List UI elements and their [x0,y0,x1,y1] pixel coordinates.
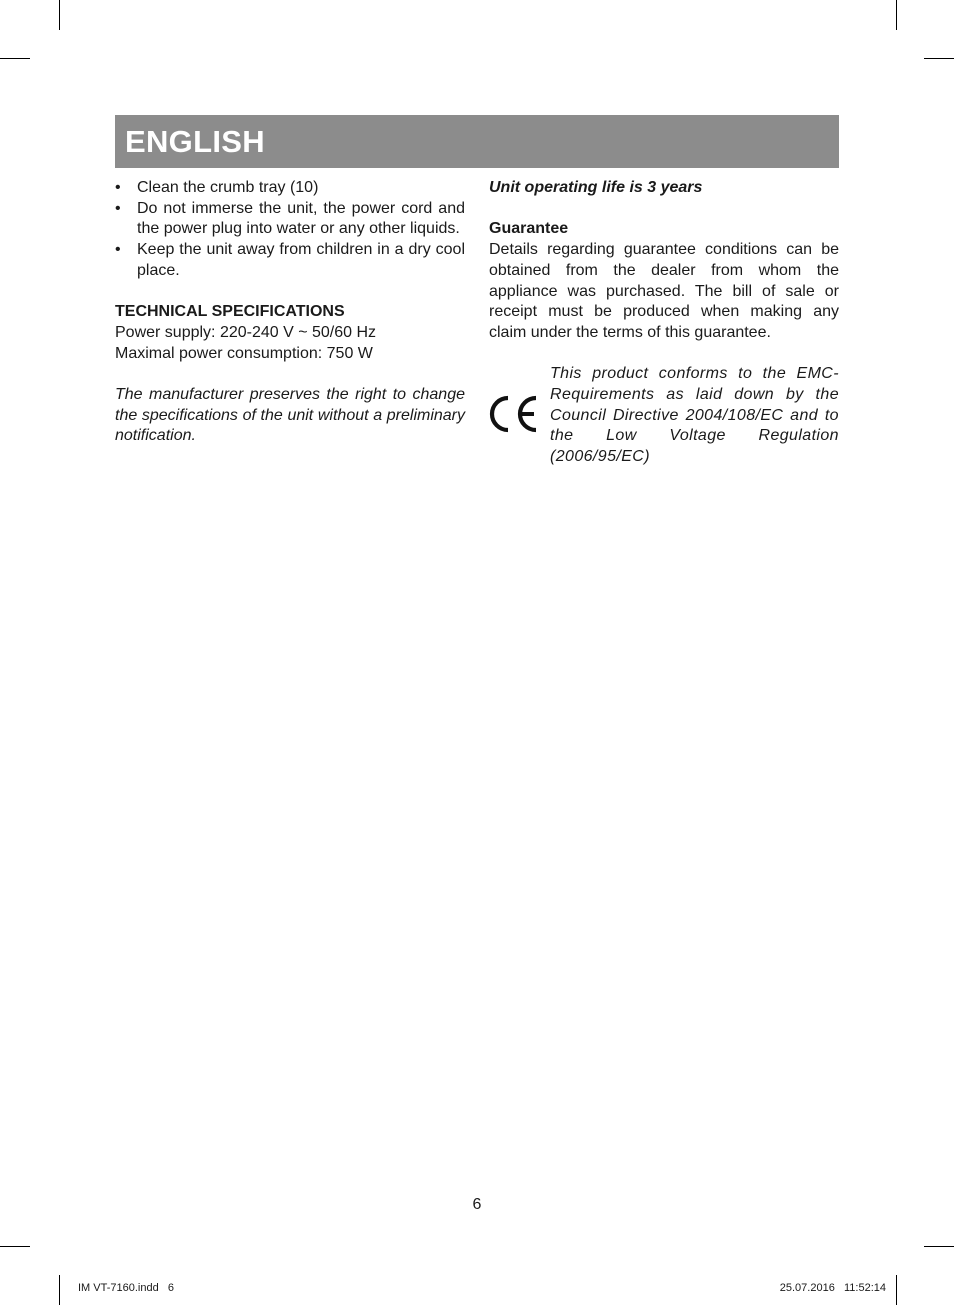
crop-mark [59,1275,60,1305]
bullet-text: Keep the unit away from children in a dry cool place. [137,241,465,279]
footer-timestamp: 25.07.2016 11:52:14 [779,1282,886,1294]
crop-mark [0,1246,30,1247]
bullet-marker: • [115,179,121,196]
bullet-marker: • [115,241,121,259]
conformity-statement [489,364,839,468]
page-number: 6 [472,1196,482,1213]
right-column [489,178,839,468]
footer-file-name: IM VT-7160.indd 6 [78,1282,174,1294]
crop-mark [0,58,30,59]
power-supply-spec: Power supply: 220-240 V ~ 50/60 Hz [115,323,377,341]
crop-mark [896,0,897,30]
bullet-text: Clean the crumb tray (10) [137,179,319,196]
conformity-text: This product conforms to the EMC-Requirements as laid down by the Council Directive 2004/108/EC and to the Low Voltage Regulation (2006/95/EC) [550,365,839,466]
list-item [115,199,465,240]
manufacturer-notice: The manufacturer preserves the right to change the specifications of the unit without a preliminary notification. [115,386,465,445]
left-column [115,178,465,447]
crop-mark [896,1275,897,1305]
guarantee-body: Details regarding guarantee conditions can be obtained from the dealer from whom the appliance was purchased. The bill of sale or receipt must be produced when making any claim under the terms of this guarantee. [489,241,839,341]
banner-title: ENGLISH [125,124,265,159]
care-bullet-list [115,178,465,282]
bullet-marker: • [115,199,121,217]
list-item [115,240,465,281]
tech-specs-heading: TECHNICAL SPECIFICATIONS [115,303,345,321]
crop-mark [59,0,60,30]
bullet-text: Do not immerse the unit, the power cord and the power plug into water or any other liquids. [137,199,465,238]
operating-life: Unit operating life is 3 years [489,179,703,196]
crop-mark [924,1246,954,1247]
crop-mark [924,58,954,59]
list-item [115,178,465,199]
max-power-spec: Maximal power consumption: 750 W [115,344,373,362]
ce-mark-icon [489,394,539,434]
language-banner [115,115,839,168]
guarantee-heading: Guarantee [489,220,569,238]
